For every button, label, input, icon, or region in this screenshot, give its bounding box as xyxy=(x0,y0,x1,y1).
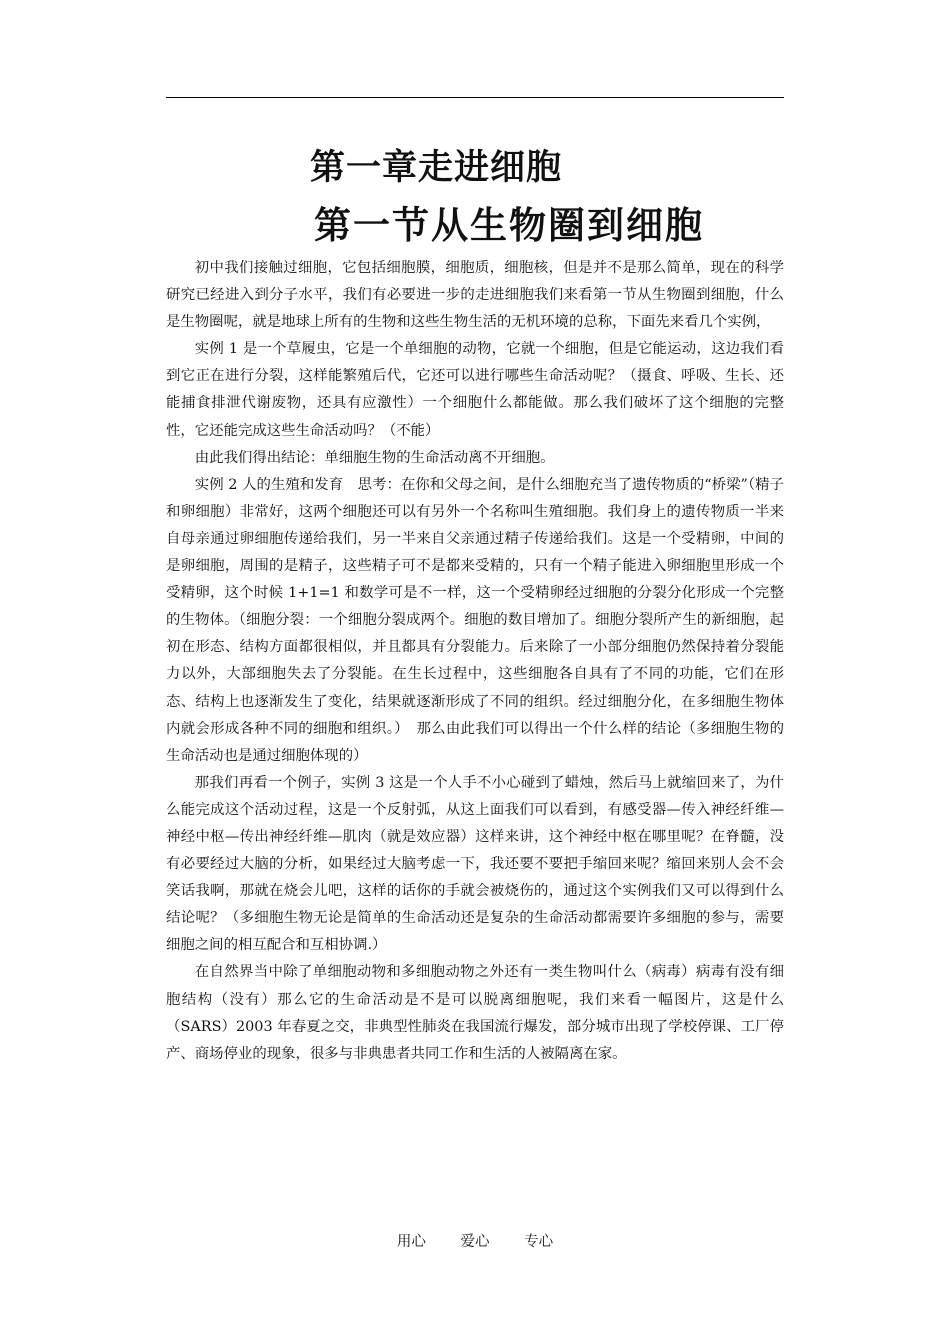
chapter-title: 第一章走进细胞 xyxy=(310,147,563,188)
paragraph-virus: 在自然界当中除了单细胞动物和多细胞动物之外还有一类生物叫什么（病毒）病毒有没有细胞结构（没有）那么它的生命活动是不是可以脱离细胞呢，我们来看一幅图片，这是什么（SARS）2003 年春夏之交，非典型性肺炎在我国流行爆发，部分城市出现了学校停课、工厂停产、商场停业的现象，很多与非典患者共同工作和生活的人被隔离在家。 xyxy=(166,964,784,1062)
paragraph-conclusion-1: 由此我们得出结论：单细胞生物的生命活动离不开细胞。 xyxy=(194,449,555,466)
header-rule xyxy=(166,97,784,98)
body-text xyxy=(166,255,784,1068)
footer-item: 专心 xyxy=(524,1234,554,1250)
paragraph-example-3: 那我们再看一个例子，实例 3 这是一个人手不小心碰到了蜡烛，然后马上就缩回来了，为什么能完成这个活动过程，这是一个反射弧，从这上面我们可以看到，有感受器—传入神经纤维—神经中枢—传出神经纤维—肌肉（就是效应器）这样来讲，这个神经中枢在哪里呢？在脊髓，没有必要经过大脑的分析，如果经过大脑考虑一下，我还要不要把手缩回来呢？缩回来别人会不会笑话我啊，那就在烧会儿吧，这样的话你的手就会被烧伤的，通过这个实例我们又可以得到什么结论呢？（多细胞生物无论是简单的生命活动还是复杂的生命活动都需要许多细胞的参与，需要细胞之间的相互配合和互相协调.） xyxy=(166,774,784,954)
footer-item: 爱心 xyxy=(460,1234,490,1250)
section-title: 第一节从生物圈到细胞 xyxy=(314,203,704,247)
footer-item: 用心 xyxy=(396,1234,426,1250)
paragraph-example-2: 实例 2 人的生殖和发育 思考：在你和父母之间，是什么细胞充当了遗传物质的“桥梁”（精子和卵细胞）非常好，这两个细胞还可以有另外一个名称叫生殖细胞。我们身上的遗传物质一半来自母亲通过卵细胞传递给我们，另一半来自父亲通过精子传递给我们。这是一个受精卵，中间的是卵细胞，周围的是精子，这些精子可不是都来受精的，只有一个精子能进入卵细胞里形成一个受精卵，这个时候 1+1=1 和数学可是不一样，这一个受精卵经过细胞的分裂分化形成一个完整的生物体。（细胞分裂：一个细胞分裂成两个。细胞的数目增加了。细胞分裂所产生的新细胞，起初在形态、结构方面都很相似，并且都具有分裂能力。后来除了一小部分细胞仍然保持着分裂能力以外，大部细胞失去了分裂能。在生长过程中，这些细胞各自具有了不同的功能，它们在形态、结构上也逐渐发生了变化，结果就逐渐形成了不同的组织。经过细胞分化，在多细胞生物体内就会形成各种不同的细胞和组织。） 那么由此我们可以得出一个什么样的结论（多细胞生物的生命活动也是通过细胞体现的） xyxy=(166,476,784,764)
paragraph-example-1: 实例 1 是一个草履虫，它是一个单细胞的动物，它就一个细胞，但是它能运动，这边我们看到它正在进行分裂，这样能繁殖后代，它还可以进行哪些生命活动呢？（摄食、呼吸、生长、还能捕食排泄代谢废物，还具有应激性）一个细胞什么都能做。那么我们破坏了这个细胞的完整性，它还能完成这些生命活动吗？（不能） xyxy=(166,341,784,439)
paragraph-intro: 初中我们接触过细胞，它包括细胞膜，细胞质，细胞核，但是并不是那么简单，现在的科学研究已经进入到分子水平，我们有必要进一步的走进细胞我们来看第一节从生物圈到细胞，什么是生物圈呢，就是地球上所有的生物和这些生物生活的无机环境的总称，下面先来看几个实例， xyxy=(166,260,784,331)
page-footer xyxy=(0,1230,950,1254)
